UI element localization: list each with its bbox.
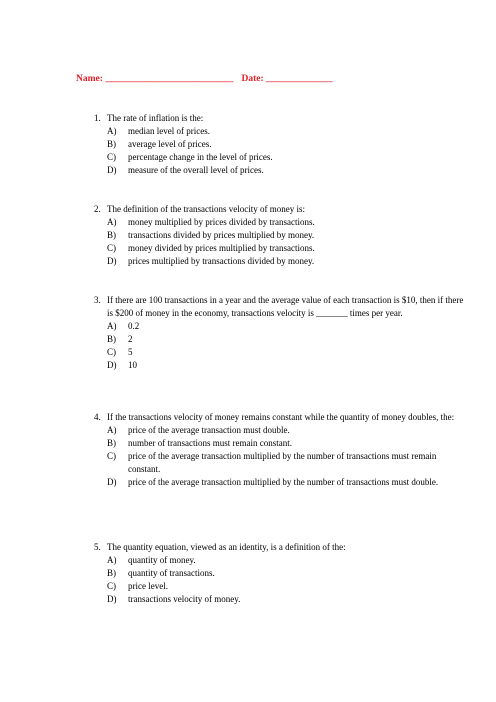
option-letter: D) bbox=[107, 165, 117, 175]
option-text: prices multiplied by transactions divided by money. bbox=[128, 256, 315, 266]
question-number: 5. bbox=[94, 542, 101, 552]
option-text: transactions divided by prices multiplied by money. bbox=[128, 230, 315, 240]
option-text: 0.2 bbox=[128, 321, 140, 331]
option-letter: D) bbox=[107, 594, 117, 604]
option-a[interactable] bbox=[94, 216, 466, 229]
option-text: 5 bbox=[128, 347, 133, 357]
option-a[interactable] bbox=[94, 554, 466, 567]
option-letter: C) bbox=[107, 347, 116, 357]
option-letter: A) bbox=[107, 217, 117, 227]
option-letter: B) bbox=[107, 230, 116, 240]
option-d[interactable] bbox=[94, 593, 466, 606]
question-1 bbox=[94, 112, 466, 177]
option-b[interactable] bbox=[94, 333, 466, 346]
option-letter: D) bbox=[107, 256, 117, 266]
option-letter: C) bbox=[107, 451, 116, 461]
option-c[interactable] bbox=[94, 580, 466, 593]
question-4 bbox=[94, 411, 466, 489]
option-letter: C) bbox=[107, 243, 116, 253]
option-letter: B) bbox=[107, 139, 116, 149]
option-letter: A) bbox=[107, 425, 117, 435]
option-text: transactions velocity of money. bbox=[128, 594, 241, 604]
option-c[interactable] bbox=[94, 346, 466, 359]
option-text: quantity of transactions. bbox=[128, 568, 215, 578]
question-stem: If there are 100 transactions in a year and the average value of each transaction is $10, then if there is $200 of money in the economy, transactions velocity is _______ times per year. bbox=[107, 295, 464, 318]
option-text: measure of the overall level of prices. bbox=[128, 165, 264, 175]
option-letter: A) bbox=[107, 126, 117, 136]
question-number: 3. bbox=[94, 295, 101, 305]
option-c[interactable] bbox=[94, 450, 466, 476]
option-text: price level. bbox=[128, 581, 168, 591]
option-letter: D) bbox=[107, 477, 117, 487]
question-number: 1. bbox=[94, 113, 101, 123]
question-stem: If the transactions velocity of money remains constant while the quantity of money doubles, the: bbox=[107, 412, 455, 422]
option-b[interactable] bbox=[94, 437, 466, 450]
option-b[interactable] bbox=[94, 229, 466, 242]
name-field-label[interactable]: Name: ___________________________ bbox=[76, 74, 234, 84]
question-number: 4. bbox=[94, 412, 101, 422]
question-2 bbox=[94, 203, 466, 268]
option-text: median level of prices. bbox=[128, 126, 210, 136]
option-letter: C) bbox=[107, 152, 116, 162]
option-letter: B) bbox=[107, 568, 116, 578]
option-b[interactable] bbox=[94, 567, 466, 580]
question-stem: The quantity equation, viewed as an identity, is a definition of the: bbox=[107, 542, 346, 552]
question-stem: The rate of inflation is the: bbox=[107, 113, 204, 123]
question-3 bbox=[94, 294, 466, 372]
option-letter: B) bbox=[107, 438, 116, 448]
option-d[interactable] bbox=[94, 255, 466, 268]
question-stem: The definition of the transactions velocity of money is: bbox=[107, 204, 305, 214]
option-c[interactable] bbox=[94, 242, 466, 255]
option-text: money multiplied by prices divided by transactions. bbox=[128, 217, 315, 227]
option-a[interactable] bbox=[94, 424, 466, 437]
option-a[interactable] bbox=[94, 320, 466, 333]
question-number: 2. bbox=[94, 204, 101, 214]
option-text: number of transactions must remain constant. bbox=[128, 438, 292, 448]
option-d[interactable] bbox=[94, 164, 466, 177]
name-date-header bbox=[76, 74, 333, 84]
option-text: average level of prices. bbox=[128, 139, 212, 149]
option-d[interactable] bbox=[94, 476, 466, 489]
option-text: price of the average transaction must double. bbox=[128, 425, 290, 435]
option-text: money divided by prices multiplied by transactions. bbox=[128, 243, 315, 253]
option-text: 2 bbox=[128, 334, 133, 344]
option-letter: C) bbox=[107, 581, 116, 591]
option-b[interactable] bbox=[94, 138, 466, 151]
option-text: percentage change in the level of prices. bbox=[128, 152, 273, 162]
option-text: 10 bbox=[128, 360, 137, 370]
option-letter: D) bbox=[107, 360, 117, 370]
option-c[interactable] bbox=[94, 151, 466, 164]
date-field-label[interactable]: Date: ______________ bbox=[241, 74, 333, 84]
option-letter: A) bbox=[107, 555, 117, 565]
option-text: price of the average transaction multiplied by the number of transactions must double. bbox=[128, 477, 439, 487]
question-5 bbox=[94, 541, 466, 606]
option-letter: B) bbox=[107, 334, 116, 344]
option-text: quantity of money. bbox=[128, 555, 196, 565]
option-text: price of the average transaction multiplied by the number of transactions must remain constant. bbox=[128, 451, 437, 474]
option-a[interactable] bbox=[94, 125, 466, 138]
option-d[interactable] bbox=[94, 359, 466, 372]
option-letter: A) bbox=[107, 321, 117, 331]
